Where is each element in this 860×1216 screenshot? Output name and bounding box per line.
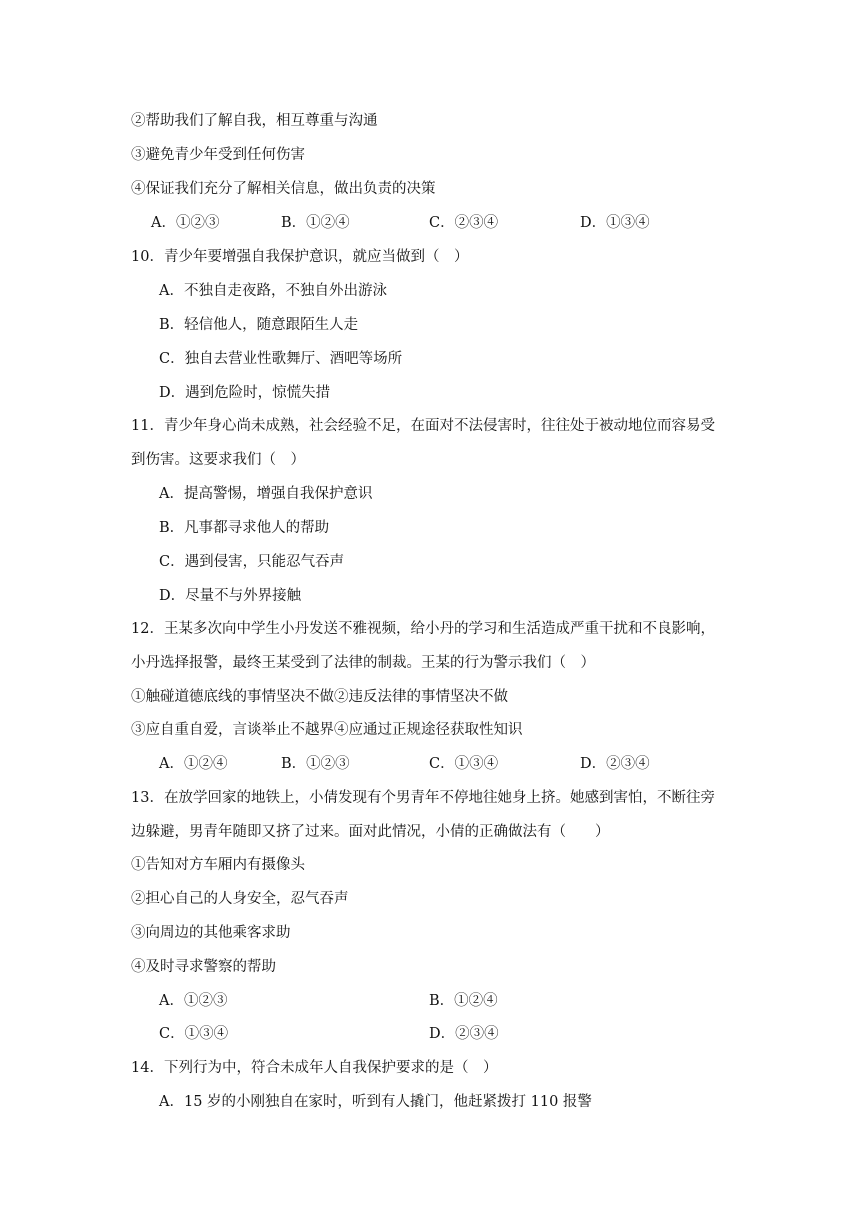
question-14-stem: 14．下列行为中，符合未成年人自我保护要求的是（ ） xyxy=(131,1060,498,1076)
question-13-stem-line1: 13．在放学回家的地铁上，小倩发现有个男青年不停地往她身上挤。她感到害怕，不断往旁 xyxy=(131,790,715,806)
q13-statement-2: ②担心自己的人身安全，忍气吞声 xyxy=(131,891,349,907)
statement-3: ③避免青少年受到任何伤害 xyxy=(131,147,305,163)
q13-option-a: A．①②③ xyxy=(159,993,228,1009)
option-c: C．②③④ xyxy=(429,215,499,231)
q12-option-a: A．①②④ xyxy=(159,756,228,772)
q10-option-a: A．不独自走夜路，不独自外出游泳 xyxy=(159,283,387,299)
q13-statement-4: ④及时寻求警察的帮助 xyxy=(131,959,276,975)
q11-option-a: A．提高警惕，增强自我保护意识 xyxy=(159,486,373,502)
question-11-stem-line2: 到伤害。这要求我们（ ） xyxy=(131,452,305,468)
option-d: D．①③④ xyxy=(580,215,650,231)
q10-option-b: B．轻信他人，随意跟陌生人走 xyxy=(159,317,359,333)
q12-option-d: D．②③④ xyxy=(580,756,650,772)
q10-option-d: D．遇到危险时，惊慌失措 xyxy=(159,385,331,401)
q12-statements-line1: ①触碰道德底线的事情坚决不做②违反法律的事情坚决不做 xyxy=(131,689,508,705)
q10-option-c: C．独自去营业性歌舞厅、酒吧等场所 xyxy=(159,351,403,367)
q13-statement-1: ①告知对方车厢内有摄像头 xyxy=(131,857,305,873)
option-b: B．①②④ xyxy=(281,215,350,231)
q14-option-a: A．15 岁的小刚独自在家时，听到有人撬门，他赶紧拨打 110 报警 xyxy=(159,1094,592,1110)
statement-4: ④保证我们充分了解相关信息，做出负责的决策 xyxy=(131,181,436,197)
q12-option-b: B．①②③ xyxy=(281,756,350,772)
q12-option-c: C．①③④ xyxy=(429,756,499,772)
q13-option-b: B．①②④ xyxy=(429,993,498,1009)
q11-option-c: C．遇到侵害，只能忍气吞声 xyxy=(159,554,345,570)
q12-statements-line2: ③应自重自爱，言谈举止不越界④应通过正规途径获取性知识 xyxy=(131,722,523,738)
question-11-stem-line1: 11．青少年身心尚未成熟，社会经验不足，在面对不法侵害时，往往处于被动地位而容易受 xyxy=(131,418,715,434)
question-13-stem-line2: 边躲避，男青年随即又挤了过来。面对此情况，小倩的正确做法有（ ） xyxy=(131,824,610,840)
question-12-stem-line2: 小丹选择报警，最终王某受到了法律的制裁。王某的行为警示我们（ ） xyxy=(131,655,595,671)
q13-option-c: C．①③④ xyxy=(159,1026,229,1042)
question-10-stem: 10．青少年要增强自我保护意识，就应当做到（ ） xyxy=(131,249,469,265)
question-12-stem-line1: 12．王某多次向中学生小丹发送不雅视频，给小丹的学习和生活造成严重干扰和不良影响， xyxy=(131,621,715,637)
q11-option-d: D．尽量不与外界接触 xyxy=(159,588,302,604)
q11-option-b: B．凡事都寻求他人的帮助 xyxy=(159,520,330,536)
statement-2: ②帮助我们了解自我，相互尊重与沟通 xyxy=(131,113,378,129)
q13-statement-3: ③向周边的其他乘客求助 xyxy=(131,925,291,941)
q13-option-d: D．②③④ xyxy=(429,1026,499,1042)
option-a: A．①②③ xyxy=(151,215,220,231)
